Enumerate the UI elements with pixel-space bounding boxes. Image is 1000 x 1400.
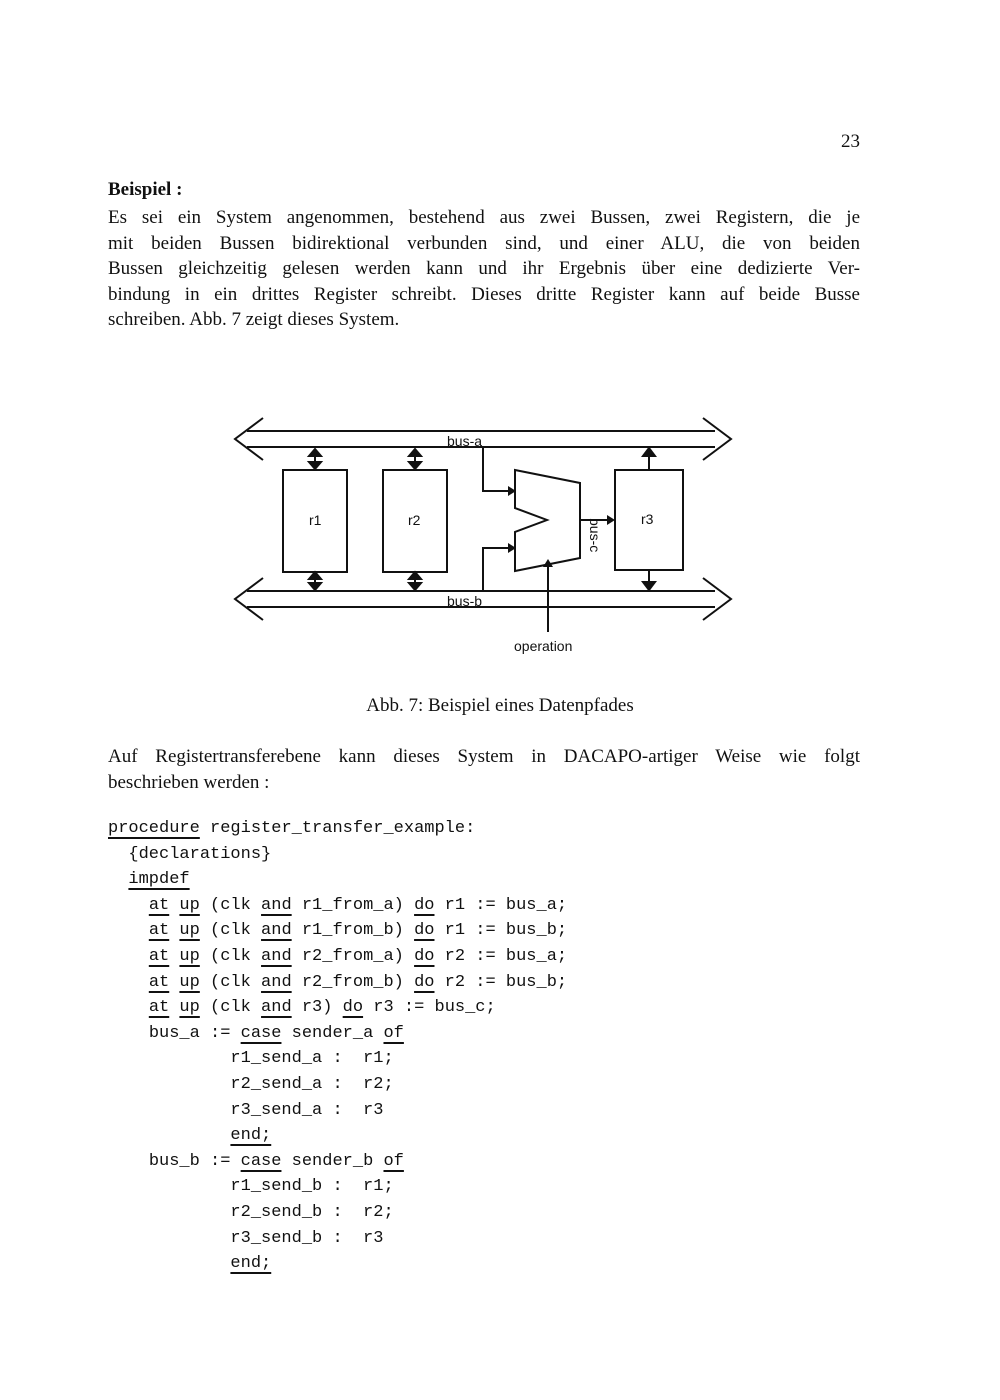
intro-line: Es sei ein System angenommen, bestehend aus zwei Bussen, zwei Registern, die je	[108, 207, 860, 228]
bus-a-label: bus-a	[447, 433, 483, 449]
r3-label: r3	[641, 511, 654, 527]
intro-line: bindung in ein drittes Register schreibt. Dieses dritte Register kann auf beide Busse	[108, 283, 860, 305]
outro-line: Auf Registertransferebene kann dieses System in DACAPO-artiger Weise wie folgt	[108, 746, 860, 767]
code-line: {declarations}	[108, 844, 272, 864]
code-line: impdef	[128, 870, 190, 890]
code-line: r1_send_a : r1;	[230, 1049, 394, 1069]
code-line: at up (clk and r2_from_b) do r2 := bus_b;	[148, 972, 568, 992]
intro-line: schreiben. Abb. 7 zeigt dieses System.	[108, 309, 400, 331]
r1-label: r1	[309, 512, 322, 528]
code-line: r3_send_a : r3	[230, 1100, 384, 1120]
page-number: 23	[841, 131, 860, 152]
example-heading: Beispiel :	[108, 179, 183, 200]
code-line: at up (clk and r1_from_b) do r1 := bus_b;	[148, 921, 568, 941]
figure-caption: Abb. 7: Beispiel eines Datenpfades	[366, 695, 634, 716]
code-line: r2_send_a : r2;	[230, 1074, 394, 1094]
r2-label: r2	[408, 512, 421, 528]
intro-line: Bussen gleichzeitig gelesen werden kann und ihr Ergebnis über eine dedizierte Ver-	[108, 258, 860, 280]
code-line: bus_b := case sender_b of	[148, 1151, 404, 1171]
code-line: end;	[230, 1126, 272, 1146]
bus-b-label: bus-b	[447, 593, 483, 609]
alu-shape	[515, 470, 580, 571]
code-line: r3_send_b : r3	[230, 1228, 384, 1248]
code-listing	[108, 816, 567, 1277]
intro-line: mit beiden Bussen bidirektional verbunden sind, und einer ALU, die von beiden	[108, 232, 860, 254]
code-line: procedure register_transfer_example:	[108, 819, 476, 838]
datapath-figure	[225, 410, 745, 665]
operation-label: operation	[514, 638, 573, 654]
intro-paragraph	[108, 205, 860, 333]
code-line: at up (clk and r3) do r3 := bus_c;	[148, 998, 496, 1018]
code-line: at up (clk and r2_from_a) do r2 := bus_a;	[148, 946, 568, 966]
code-line: at up (clk and r1_from_a) do r1 := bus_a;	[148, 895, 568, 915]
outro-paragraph	[108, 744, 860, 795]
bus-c-arrow-icon	[607, 515, 615, 525]
code-line: bus_a := case sender_a of	[148, 1023, 404, 1043]
outro-line: beschrieben werden :	[108, 771, 270, 793]
code-line: r1_send_b : r1;	[230, 1177, 394, 1197]
bus-c-label: bus-c	[587, 518, 603, 553]
code-line: r2_send_b : r2;	[230, 1202, 394, 1222]
code-line: end;	[230, 1254, 272, 1274]
alu-input-arrow-icon	[483, 447, 511, 591]
